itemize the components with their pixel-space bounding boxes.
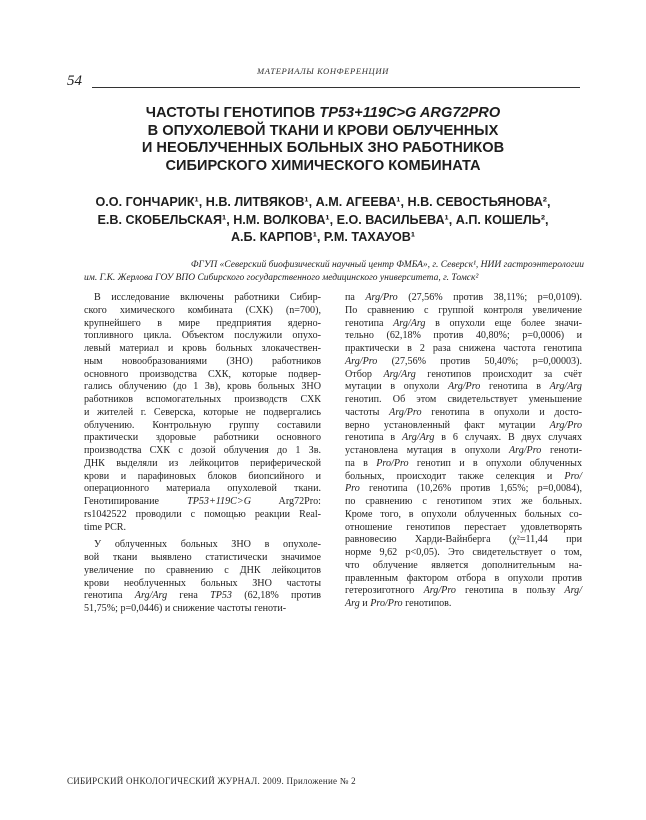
body-text-line xyxy=(84,407,321,420)
body-text-line xyxy=(84,318,321,331)
body-text-line xyxy=(84,539,321,552)
text-run: крови и парафиновых блоков биопсийного и xyxy=(84,470,321,482)
affiliation-line: ФГУП «Северский биофизический научный центр ФМБА», г. Северск¹, НИИ гастроэнтерологии xyxy=(190,260,584,270)
text-run: крови необлученных больных ЗНО частоты xyxy=(84,577,321,589)
text-run: генотипа в опухоли и досто- xyxy=(421,406,582,418)
body-text-line xyxy=(84,369,321,382)
italic-term: Pro xyxy=(345,483,360,495)
text-run: ского химического комбината (СХК) (n=700), xyxy=(84,304,321,316)
text-run: левый материал и кровь больных злокачествен- xyxy=(84,343,321,354)
italic-term: TP53 xyxy=(210,590,232,602)
text-run: генотипа в пользу xyxy=(455,585,565,597)
body-text-line xyxy=(84,509,321,522)
authors-line: Е.В. СКОБЕЛЬСКАЯ¹, Н.М. ВОЛКОВА¹, Е.О. ВАСИЛЬЕВА¹, А.П. КОШЕЛЬ², xyxy=(97,212,549,227)
body-text-line xyxy=(84,432,321,445)
text-run: У облученных больных ЗНО в опухоле- xyxy=(94,539,321,551)
body-text-line xyxy=(84,292,321,305)
body-text-line xyxy=(345,407,582,420)
text-run: генотипов происходит за счёт xyxy=(415,368,582,380)
text-run: увеличение по сравнению с ДНК лейкоцитов xyxy=(84,564,321,576)
text-run: (27,56% против 38,11%; p=0,0109). xyxy=(397,292,583,303)
text-run: практически в 2 раза снижена частота генотипа xyxy=(345,343,582,354)
text-run: ным новообразованиями (ЗНО) работников xyxy=(84,355,321,367)
body-text-line xyxy=(84,356,321,369)
text-run: (27,56% против 50,40%; p=0,00003). xyxy=(377,355,582,367)
body-text-line xyxy=(84,483,321,496)
affiliation xyxy=(84,259,584,284)
text-run: в 6 случаях. В двух случаях xyxy=(434,432,582,444)
body-text-line xyxy=(345,573,582,586)
text-run: практически здоровые работники основного xyxy=(84,432,321,444)
text-run: Генотипирование xyxy=(84,496,188,507)
body-text-line xyxy=(84,603,321,616)
title-gene-name: TP53+119C>G ARG72PRO xyxy=(319,105,501,121)
body-text-line xyxy=(84,590,321,603)
journal-footer: СИБИРСКИЙ ОНКОЛОГИЧЕСКИЙ ЖУРНАЛ. 2009. Приложение № 2 xyxy=(67,776,356,786)
italic-term: Arg/Pro xyxy=(365,292,398,303)
body-text-line xyxy=(345,445,582,458)
body-text-line xyxy=(345,420,582,433)
body-text-line xyxy=(345,394,582,407)
body-text-line xyxy=(345,509,582,522)
affiliation-line: им. Г.К. Жерлова ГОУ ВПО Сибирского государственного медицинского университета, г. Томск² xyxy=(84,272,479,283)
body-text-line xyxy=(345,292,582,305)
text-run: генотипа xyxy=(345,317,394,329)
text-run: верно установленный факт мутации xyxy=(345,419,550,431)
italic-term: Arg/Pro xyxy=(345,355,378,367)
text-run: гетерозиготного xyxy=(345,585,424,597)
italic-term: TP53+119C>G xyxy=(187,496,251,507)
header-divider xyxy=(92,87,580,88)
italic-term: Arg/Arg xyxy=(393,317,426,329)
body-text-line xyxy=(345,343,582,356)
text-run: равновесию Харди-Вайнберга (χ²=11,44 при xyxy=(345,534,582,546)
text-run: По сравнению с группой контроля увеличение xyxy=(345,304,582,316)
text-run: Arg72Pro: xyxy=(251,496,321,507)
body-text-line xyxy=(84,330,321,343)
italic-term: Arg/Pro xyxy=(423,585,456,597)
body-text-line xyxy=(84,471,321,484)
running-header: МАТЕРИАЛЫ КОНФЕРЕНЦИИ xyxy=(257,66,389,76)
text-run: гена xyxy=(167,590,211,602)
body-text-line xyxy=(345,330,582,343)
italic-term: Arg/Pro xyxy=(549,419,582,431)
body-text-line xyxy=(345,471,582,484)
text-run: операционного материала опухолевой ткани. xyxy=(84,483,321,495)
text-run: облучению. Контрольную группу составили xyxy=(84,419,321,431)
italic-term: Arg/Arg xyxy=(134,590,168,602)
text-run: ДНК выделяли из лейкоцитов периферической xyxy=(84,457,321,469)
body-text-line xyxy=(345,305,582,318)
body-text-line xyxy=(84,458,321,471)
body-text-line xyxy=(84,496,321,509)
text-run: генотип. Об этом свидетельствует уменьшение xyxy=(345,394,582,405)
body-text-line xyxy=(345,483,582,496)
italic-term: Arg/Arg xyxy=(549,381,582,393)
italic-term: Arg/Arg xyxy=(383,368,416,380)
text-run: гались облучению (до 1 Зв), кровь больных ЗНО xyxy=(84,381,321,393)
italic-term: Pro/Pro xyxy=(376,457,409,469)
text-run: Отбор xyxy=(345,368,384,380)
text-run: правленным фактором отбора в опухоли против xyxy=(345,572,582,584)
authors-list xyxy=(62,194,584,247)
text-run: что облучение является дополнительным на- xyxy=(345,559,582,571)
text-run: отношение генотипов перестает удовлетворять xyxy=(345,521,582,533)
text-run: топливного цикла. Объектом послужили опухо- xyxy=(84,330,321,342)
body-text-line xyxy=(84,445,321,458)
title-line: И НЕОБЛУЧЕННЫХ БОЛЬНЫХ ЗНО РАБОТНИКОВ xyxy=(141,140,505,156)
text-run: генотипов. xyxy=(402,598,452,609)
text-run: и жителей г. Северска, которые не подвергались xyxy=(84,406,321,418)
body-column-right xyxy=(345,292,582,611)
title-line: В ОПУХОЛЕВОЙ ТКАНИ И КРОВИ ОБЛУЧЕННЫХ xyxy=(147,122,499,139)
body-text-line xyxy=(345,432,582,445)
body-text-line xyxy=(345,458,582,471)
body-text-line xyxy=(84,343,321,356)
body-text-line xyxy=(345,547,582,560)
text-run: по сравнению с генотипом этих же больных. xyxy=(345,496,582,507)
body-text-line xyxy=(345,356,582,369)
body-text-line xyxy=(84,565,321,578)
title-line: СИБИРСКОГО ХИМИЧЕСКОГО КОМБИНАТА xyxy=(165,157,481,174)
text-run: и xyxy=(359,598,371,609)
text-run: тельно (62,18% против 40,80%; p=0,0006) и xyxy=(345,330,582,342)
body-text-line xyxy=(84,305,321,318)
text-run: установлена мутация в опухоли xyxy=(345,445,509,456)
italic-term: Arg/Arg xyxy=(402,432,435,444)
body-text-line xyxy=(84,522,321,535)
italic-term: Arg/Pro xyxy=(508,445,542,456)
text-run: работников вспомогательных производств СХК xyxy=(84,394,321,405)
text-run: па в xyxy=(345,457,377,469)
text-run: норме 9,62 p<0,05). Это свидетельствует о том, xyxy=(345,547,582,558)
text-run: генотип и в опухоли облученных xyxy=(408,457,582,469)
text-run: В исследование включены работники Сибир- xyxy=(94,292,321,303)
italic-term: Arg/Pro xyxy=(389,406,422,418)
text-run: генотипа xyxy=(84,590,135,602)
text-run: крупнейшего в мире предприятия ядерно- xyxy=(84,317,321,329)
body-text-line xyxy=(345,318,582,331)
authors-line: О.О. ГОНЧАРИК¹, Н.В. ЛИТВЯКОВ¹, А.М. АГЕЕВА¹, Н.В. СЕВОСТЬЯНОВА², xyxy=(95,195,551,209)
body-text-line xyxy=(345,585,582,598)
body-text-line xyxy=(84,381,321,394)
body-text-line xyxy=(345,522,582,535)
body-text-line xyxy=(345,534,582,547)
body-text-line xyxy=(84,420,321,433)
italic-term: Pro/ xyxy=(564,470,582,482)
text-run: основного производства СХК, которые подвер- xyxy=(84,368,321,380)
italic-term: Pro/Pro xyxy=(370,598,403,609)
text-run: больных, происходит также селекция и xyxy=(345,470,565,482)
italic-term: Arg/Pro xyxy=(447,381,481,393)
text-run: вой ткани выявлено статистически значимое xyxy=(84,552,321,563)
text-run: генотипа в xyxy=(480,381,550,393)
authors-line: А.Б. КАРПОВ¹, Р.М. ТАХАУОВ¹ xyxy=(230,230,416,244)
body-text-line xyxy=(84,552,321,565)
body-text-line xyxy=(84,394,321,407)
italic-term: Arg xyxy=(345,598,360,609)
text-run: геноти- xyxy=(541,445,582,456)
article-title xyxy=(62,105,584,175)
body-text-line xyxy=(345,598,582,611)
text-run: 51,75%; p=0,0446) и снижение частоты геноти- xyxy=(84,603,287,614)
title-text: ЧАСТОТЫ ГЕНОТИПОВ xyxy=(145,105,320,121)
title-line xyxy=(62,105,584,123)
page-number: 54 xyxy=(67,73,82,89)
text-run: time PCR. xyxy=(84,521,127,533)
text-run: Кроме того, в опухоли облученных больных со- xyxy=(345,508,582,520)
body-text-line xyxy=(345,560,582,573)
body-text-line xyxy=(345,369,582,382)
body-text-line xyxy=(84,578,321,591)
italic-term: Arg/ xyxy=(564,585,582,597)
text-run: па xyxy=(345,292,366,303)
body-column-left xyxy=(84,292,321,616)
text-run: генотипа в xyxy=(345,432,403,444)
text-run: производства СХК с дозой облучения до 1 Зв. xyxy=(84,445,321,456)
text-run: частоты xyxy=(345,406,390,418)
body-text-line xyxy=(345,381,582,394)
text-run: мутации в опухоли xyxy=(345,381,448,393)
body-text-line xyxy=(345,496,582,509)
text-run: rs1042522 проводили с помощью реакции Real- xyxy=(84,508,321,520)
text-run: генотипа (10,26% против 1,65%; p=0,0084), xyxy=(359,483,582,495)
text-run: (62,18% против xyxy=(231,590,321,602)
text-run: в опухоли еще более значи- xyxy=(425,317,582,329)
